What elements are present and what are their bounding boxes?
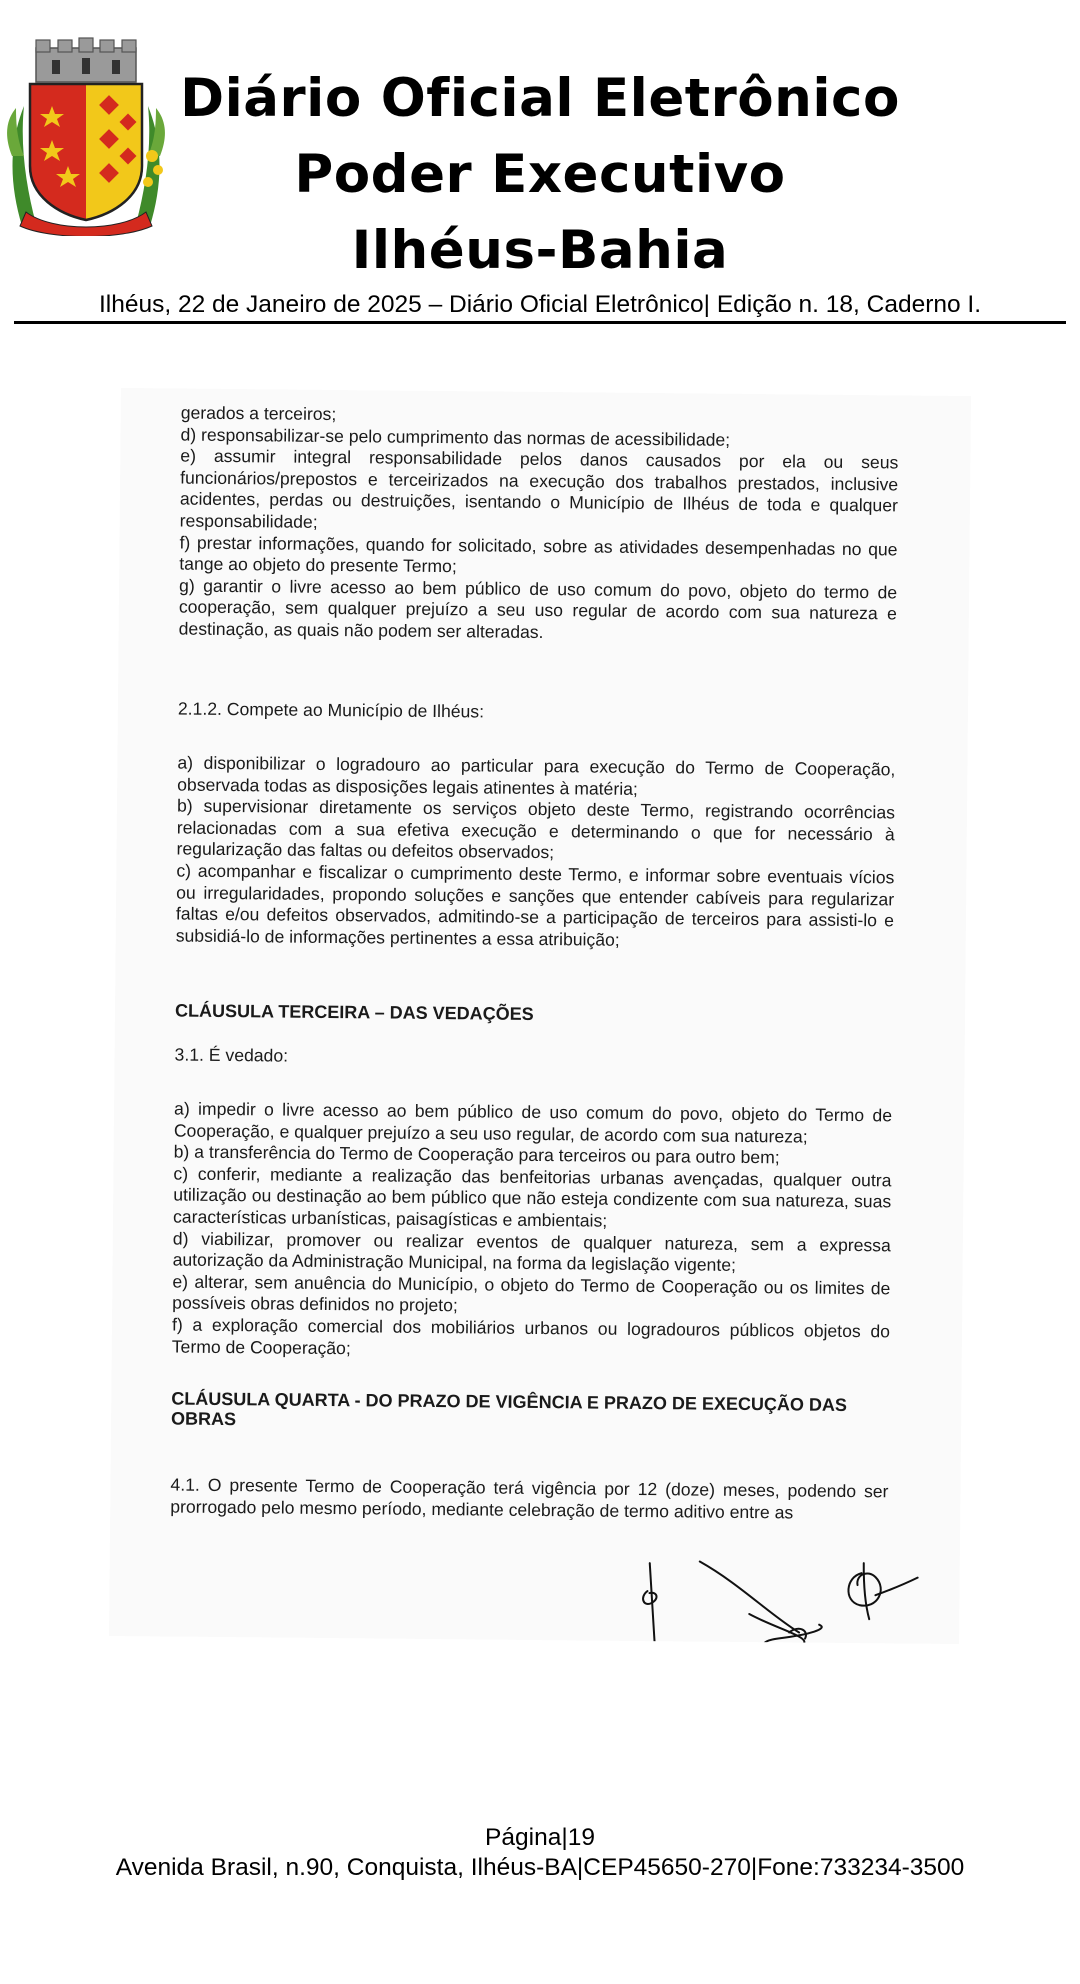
document-paragraph: a) impedir o livre acesso ao bem público de uso comum do povo, objeto do Termo de Cooperação, e qualquer prejuízo a seu uso regular, de acordo com sua natureza; b) a transferência do Termo de Cooperação para terceiros ou para outro bem; c) conferir, mediante a realização das benfeitorias urbanas avençadas, qualquer outra utilização ou destinação ao bem público que não esteja condizente com sua natureza, suas características urbanísticas, paisagísticas e ambientais; d) viabilizar, promover ou realizar eventos de qualquer natureza, sem a expressa autorização da Administração Municipal, na forma da legislação vigente; e) alterar, sem anuência do Município, o objeto do Termo de Cooperação ou os limites de possíveis obras definidos no projeto; f) a exploração comercial dos mobiliários urbanos ou logradouros públicos objetos do Termo de Cooperação; — [171, 1098, 893, 1358]
title-line-1: Diário Oficial Eletrônico — [180, 68, 900, 129]
document-paragraph: 4.1. O presente Termo de Cooperação terá vigência por 12 (doze) meses, podendo ser prorrogado pelo mesmo período, mediante celebração de termo aditivo entre as — [170, 1474, 889, 1523]
page-header — [0, 0, 1080, 330]
municipal-crest-icon — [2, 36, 170, 236]
document-paragraph: 3.1. É vedado: — [174, 1044, 289, 1066]
clause-heading: CLÁUSULA TERCEIRA – DAS VEDAÇÕES — [174, 1000, 534, 1024]
scanned-document-page — [109, 388, 971, 1644]
footer-address: Avenida Brasil, n.90, Conquista, Ilhéus-BA|CEP45650-270|Fone:733234-3500 — [115, 1854, 965, 1881]
document-paragraph: 2.1.2. Compete ao Município de Ilhéus: — [177, 698, 485, 722]
clause-heading: CLÁUSULA QUARTA - DO PRAZO DE VIGÊNCIA E PRAZO DE EXECUÇÃO DAS OBRAS — [171, 1388, 848, 1430]
handwritten-signatures-icon — [629, 1553, 950, 1644]
document-body — [109, 388, 971, 1644]
edition-subtitle: Ilhéus, 22 de Janeiro de 2025 – Diário Oficial Eletrônico| Edição n. 18, Caderno I. — [98, 291, 982, 318]
title-line-3: Ilhéus-Bahia — [351, 220, 729, 281]
page-number: Página|19 — [485, 1824, 595, 1851]
document-paragraph: a) disponibilizar o logradouro ao particular para execução do Termo de Cooperação, observada todas as disposições legais atinentes à matéria; b) supervisionar diretamente os serviços objeto deste Termo, registrando ocorrências relacionadas com a sua efetiva execução e determinando o que for necessário à regularização das faltas ou defeitos observados; c) acompanhar e fiscalizar o cumprimento deste Termo, e informar sobre eventuais vícios ou irregularidades, propondo soluções e sanções que entender cabíveis para regularizar faltas e/ou defeitos observados, admitindo-se a participação de terceiros para assisti-lo e subsidiá-lo de informações pertinentes a essa atribuição; — [175, 752, 896, 950]
header-divider — [14, 321, 1066, 324]
title-line-2: Poder Executivo — [294, 144, 786, 205]
document-paragraph: gerados a terceiros; d) responsabilizar-se pelo cumprimento das normas de acessibilidade; e) assumir integral responsabilidade pelos danos causados por ela ou seus funcionários/prepostos e terceirizados na execução dos trabalhos prestados, inclusive acidentes, perdas ou destruições, isentando o Município de Ilhéus de toda e qualquer responsabilidade; f) prestar informações, quando for solicitado, sobre as atividades desempenhadas no que tange ao objeto do presente Termo; g) garantir o livre acesso ao bem público de uso comum do povo, objeto do termo de cooperação, sem qualquer prejuízo a seu uso regular de acordo com sua natureza e destinação, as quais não podem ser alteradas. — [178, 402, 899, 642]
